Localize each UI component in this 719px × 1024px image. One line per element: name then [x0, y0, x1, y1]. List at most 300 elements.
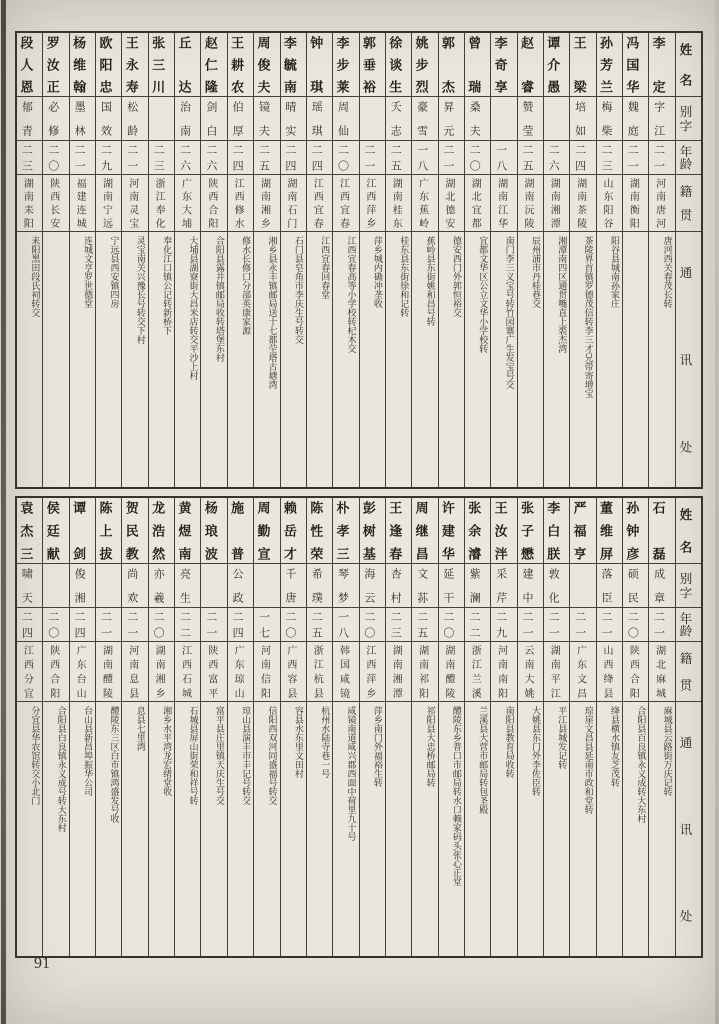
entry-column: [332, 33, 358, 487]
entry-zi: 必修: [43, 97, 68, 141]
entry-native: 河南唐河: [649, 175, 674, 232]
entry-zi: 魏庭: [623, 97, 648, 141]
scan-edge-shadow-left: [1, 0, 6, 1024]
entry-name: 段人恩: [17, 33, 42, 97]
scan-edge-shadow-right: [715, 0, 719, 1024]
entry-column: [464, 498, 490, 956]
entry-contact: 德安西门外郭恒裕交: [451, 236, 462, 317]
entry-contact: [43, 232, 68, 487]
entry-age: 二〇: [360, 608, 385, 642]
entry-name: 孙芳兰: [597, 33, 622, 97]
entry-age: 二〇: [149, 608, 174, 642]
entry-column: [121, 498, 147, 956]
entry-native: 陕西富平: [201, 642, 226, 702]
entry-native: 江西宜春: [307, 175, 332, 232]
entry-native: 江西宜春: [333, 175, 358, 232]
entry-name: 郭杰: [439, 33, 464, 97]
entry-contact: 石城县屏山街荣和祥号转: [188, 706, 199, 805]
entry-age: 二〇: [439, 608, 464, 642]
entry-age: 二二: [175, 608, 200, 642]
entry-native: 江西石城: [175, 642, 200, 702]
entry-contact: 湘潭南四区通贯嘴直上裘杰湾: [557, 236, 568, 353]
entry-name: 李白朕: [544, 498, 569, 564]
entry-name: 彭树基: [360, 498, 385, 564]
entry-zi: [544, 97, 569, 141]
entry-age: 二三: [17, 141, 42, 175]
entry-name: 赵睿: [518, 33, 543, 97]
entry-native: 湖南石门: [281, 175, 306, 232]
entry-column: [648, 33, 674, 487]
entry-native: 湖南湘潭: [386, 642, 411, 702]
entry-native: 山东阳谷: [597, 175, 622, 232]
entry-native: 山西绛县: [597, 642, 622, 702]
entry-zi: 亮生: [175, 564, 200, 608]
entry-name: 张余濬: [465, 498, 490, 564]
entry-contact: 分宜县华农馆转交小北门: [30, 706, 41, 805]
entry-column: [253, 498, 279, 956]
roster-table-top: [15, 31, 703, 489]
entry-contact: 琼山县演丰市丰记号转交: [241, 706, 252, 805]
entry-name: 杨琅波: [201, 498, 226, 564]
entry-name: 王汝泮: [491, 498, 516, 564]
entry-column: [306, 498, 332, 956]
entry-age: 二一: [570, 608, 595, 642]
entry-age: 二四: [307, 141, 332, 175]
entry-name: 陈上拔: [96, 498, 121, 564]
entry-column: [69, 498, 95, 956]
entry-column: [359, 33, 385, 487]
roster-table-bottom: [15, 496, 703, 958]
entry-zi: 啸天: [17, 564, 42, 608]
entry-name: 李奇享: [491, 33, 516, 97]
entry-age: 二一: [201, 608, 226, 642]
entry-age: 二一: [623, 141, 648, 175]
entry-contact: 信阳西双河同盛福号转交: [267, 706, 278, 805]
entry-name: 曾瑞: [465, 33, 490, 97]
entry-zi: 桑夫: [465, 97, 490, 141]
header-column: [675, 498, 701, 956]
entry-name: 王永寿: [122, 33, 147, 97]
entry-column: [596, 498, 622, 956]
entry-age: 二四: [281, 141, 306, 175]
entry-name: 张子懋: [518, 498, 543, 564]
entry-name: 石磊: [649, 498, 674, 564]
entry-age: 二一: [439, 141, 464, 175]
entry-contact: 萍乡城内确冲垄收: [372, 236, 383, 308]
entry-age: 二五: [518, 141, 543, 175]
entry-column: [622, 498, 648, 956]
entry-zi: 采芹: [491, 564, 516, 608]
entry-zi: [43, 564, 68, 608]
entry-age: 二九: [491, 608, 516, 642]
entry-age: 二一: [70, 141, 95, 175]
entry-name: 李毓南: [281, 33, 306, 97]
entry-name: 张三川: [149, 33, 174, 97]
entry-native: 浙江杭县: [307, 642, 332, 702]
entry-column: [490, 498, 516, 956]
entry-zi: 延干: [439, 564, 464, 608]
entry-name: 王耕农: [228, 33, 253, 97]
entry-age: 二四: [570, 141, 595, 175]
entry-column: [42, 498, 68, 956]
entry-age: 二一: [122, 608, 147, 642]
entry-column: [148, 33, 174, 487]
entry-zi: 琴梦: [333, 564, 358, 608]
entry-name: 侯廷献: [43, 498, 68, 564]
entry-native: 湖南祁阳: [412, 642, 437, 702]
entry-contact: 湘乡水平湾龙宏绪堂收: [162, 706, 173, 796]
entry-age: 二六: [544, 141, 569, 175]
entry-name: 徐谈生: [386, 33, 411, 97]
entry-native: 湖南湘乡: [254, 175, 279, 232]
entry-native: 湖南湘潭: [544, 175, 569, 232]
entry-column: [569, 498, 595, 956]
entry-column: [385, 33, 411, 487]
entry-name: 孙钟彦: [623, 498, 648, 564]
entry-native: 河南南阳: [491, 642, 516, 702]
entry-age: 二四: [228, 141, 253, 175]
entry-native: 广东文昌: [570, 642, 595, 702]
entry-age: 二五: [254, 141, 279, 175]
entry-native: 江西分宜: [17, 642, 42, 702]
entry-zi: 昇元: [439, 97, 464, 141]
entry-contact: [623, 232, 648, 487]
entry-column: [359, 498, 385, 956]
entry-contact: 醴陵东三区白市镇鸿盛发号收: [109, 706, 120, 823]
entry-age: 二四: [17, 608, 42, 642]
entry-age: 二一: [597, 608, 622, 642]
entry-age: 二〇: [43, 608, 68, 642]
entry-contact: 台山县新昌埠振华公司: [83, 706, 94, 796]
entry-native: 湖北宜都: [465, 175, 490, 232]
entry-zi: [360, 97, 385, 141]
entry-zi: [254, 564, 279, 608]
entry-native: 湖南湘乡: [149, 642, 174, 702]
entry-contact: 江西宜春高等小学校转杞木交: [346, 236, 357, 353]
entry-name: 周勤宣: [254, 498, 279, 564]
entry-native: 陕西合阳: [201, 175, 226, 232]
entry-age: 二一: [649, 141, 674, 175]
entry-contact: 连城文亨罗世德堂: [83, 236, 94, 308]
entry-name: 姚步烈: [412, 33, 437, 97]
entry-zi: 豪雪: [412, 97, 437, 141]
entry-column: [95, 498, 121, 956]
entry-age: 二四: [70, 608, 95, 642]
entry-contact: 杭州水陆寺巷一号: [320, 706, 331, 778]
entry-native: 湖南茶陵: [570, 175, 595, 232]
entry-age: 二一: [518, 608, 543, 642]
entry-age: 二五: [386, 141, 411, 175]
entry-age: 二九: [96, 141, 121, 175]
entry-age: 二四: [228, 608, 253, 642]
entry-zi: 敦化: [544, 564, 569, 608]
entry-name: 钟琪: [307, 33, 332, 97]
entry-contact: 蕉岭县东街姚和昌号转: [425, 236, 436, 326]
entry-age: 二一: [360, 141, 385, 175]
entry-name: 赵仁隆: [201, 33, 226, 97]
entry-contact: 宜都文华区公立文华小学校转: [478, 236, 489, 353]
entry-native: 陕西长安: [43, 175, 68, 232]
entry-age: 一八: [491, 141, 516, 175]
entry-zi: 落臣: [597, 564, 622, 608]
entry-zi: 硕民: [623, 564, 648, 608]
entry-age: 二一: [122, 141, 147, 175]
entry-zi: 俊湘: [70, 564, 95, 608]
entry-name: 欧阳忠: [96, 33, 121, 97]
entry-name: 贺民教: [122, 498, 147, 564]
entry-zi: 文荪: [412, 564, 437, 608]
entry-age: 二三: [386, 608, 411, 642]
entry-column: [253, 33, 279, 487]
entry-contact: 平江县城发记转: [557, 706, 568, 769]
entry-zi: 公政: [228, 564, 253, 608]
entry-native: 河南息县: [122, 642, 147, 702]
page-number: 91: [34, 955, 50, 972]
entry-contact: 绛县横水镇友芝茂转: [609, 706, 620, 787]
entry-native: 韩国咸镜: [333, 642, 358, 702]
entry-zi: 墨林: [70, 97, 95, 141]
entry-contact: 合阳县露井镇邮局收转塔堡东村: [214, 236, 225, 362]
entry-native: 河南信阳: [254, 642, 279, 702]
entry-column: [200, 33, 226, 487]
entry-contact: 息县七里湾: [135, 706, 146, 751]
entry-age: 二〇: [465, 141, 490, 175]
entry-column: [174, 33, 200, 487]
entry-native: 湖南江华: [491, 175, 516, 232]
entry-native: 湖南醴陵: [439, 642, 464, 702]
entry-column: [280, 498, 306, 956]
entry-name: 谭剑: [70, 498, 95, 564]
entry-zi: 夭志: [386, 97, 411, 141]
entry-zi: 字江: [649, 97, 674, 141]
entry-age: 二一: [96, 608, 121, 642]
entry-column: [543, 498, 569, 956]
entry-zi: 海云: [360, 564, 385, 608]
header-age-label: 年龄: [676, 141, 701, 175]
entry-contact: 大姚县东门外李佐臣转: [530, 706, 541, 796]
entry-column: [306, 33, 332, 487]
entry-age: 二五: [412, 608, 437, 642]
entry-native: 河南灵宝: [122, 175, 147, 232]
entry-zi: 亦羲: [149, 564, 174, 608]
entry-contact: 咸镜南道咸兴郡西面中荷里九十号: [346, 706, 357, 841]
entry-column: [517, 33, 543, 487]
entry-contact: 容县水东里文田村: [293, 706, 304, 778]
entry-age: 二〇: [43, 141, 68, 175]
entry-contact: 祁阳县大忠桥邮局转: [425, 706, 436, 787]
entry-contact: 大埔县湖寮街大昌米店转交平沙上村: [188, 236, 199, 380]
entry-name: 谭介愚: [544, 33, 569, 97]
entry-contact: 桂东县东街徐和记转: [399, 236, 410, 317]
entry-name: 赖岳才: [281, 498, 306, 564]
entry-native: 湖南沅陵: [518, 175, 543, 232]
entry-native: 云南大姚: [518, 642, 543, 702]
entry-zi: 瑶琪: [307, 97, 332, 141]
entry-contact: 奉化江口镇公记转新桥下: [162, 236, 173, 335]
entry-native: 湖南宁远: [96, 175, 121, 232]
entry-column: [569, 33, 595, 487]
entry-name: 李步莱: [333, 33, 358, 97]
entry-age: 二六: [175, 141, 200, 175]
entry-contact: [386, 702, 411, 956]
entry-contact: 石门县皂角市李庆生号转交: [293, 236, 304, 344]
entry-contact: 兰溪县大营市邮局转包圣殿: [478, 706, 489, 814]
entry-native: 湖北麻城: [649, 642, 674, 702]
entry-contact: 南门李三义宝号转竹园寨广生发宝号交: [504, 236, 515, 389]
entry-column: [411, 498, 437, 956]
entry-contact: 醴陵东乡普口市邮局转水口赖家码头张心正堂: [451, 706, 462, 886]
entry-contact: 合阳县白良镇永义成号转大东村: [56, 706, 67, 832]
entry-column: [517, 498, 543, 956]
entry-column: [200, 498, 226, 956]
entry-zi: 建中: [518, 564, 543, 608]
entry-contact: 萍乡南门外福裕生转: [372, 706, 383, 787]
entry-column: [648, 498, 674, 956]
entry-name: 董维屏: [597, 498, 622, 564]
entry-native: 江西修水: [228, 175, 253, 232]
entry-name: 严福亨: [570, 498, 595, 564]
header-age-label: 年龄: [676, 608, 701, 642]
entry-column: [543, 33, 569, 487]
entry-column: [622, 33, 648, 487]
entry-column: [438, 33, 464, 487]
entry-contact: 江西宜春回春堂: [320, 236, 331, 299]
entry-name: 龙浩然: [149, 498, 174, 564]
entry-native: 广西容县: [281, 642, 306, 702]
entry-native: 江西萍乡: [360, 175, 385, 232]
entry-name: 郭垂裕: [360, 33, 385, 97]
entry-native: 湖南醴陵: [96, 642, 121, 702]
entry-native: 广东琼山: [228, 642, 253, 702]
entry-zi: 紫澜: [465, 564, 490, 608]
entry-name: 冯国华: [623, 33, 648, 97]
entry-native: 广东台山: [70, 642, 95, 702]
header-zi-label: 别字: [676, 97, 701, 141]
entry-column: [42, 33, 68, 487]
entry-column: [596, 33, 622, 487]
entry-age: 二一: [649, 608, 674, 642]
entry-column: [490, 33, 516, 487]
entry-name: 许建华: [439, 498, 464, 564]
entry-contact: 阳谷县城南孙家庄: [609, 236, 620, 308]
entry-name: 黄煜南: [175, 498, 200, 564]
entry-zi: 千唐: [281, 564, 306, 608]
entry-contact: 琼崖文昌县延南市政和堂转: [583, 706, 594, 814]
entry-contact: 南阳县教育局收转: [504, 706, 515, 778]
entry-column: [280, 33, 306, 487]
entry-name: 周继昌: [412, 498, 437, 564]
entry-name: 罗汝正: [43, 33, 68, 97]
entry-age: 二〇: [281, 608, 306, 642]
entry-native: 浙江奉化: [149, 175, 174, 232]
header-native-label: 籍贯: [676, 642, 701, 702]
entry-column: [464, 33, 490, 487]
entry-column: [227, 33, 253, 487]
entry-zi: 希璞: [307, 564, 332, 608]
entry-native: 湖南耒阳: [17, 175, 42, 232]
entry-native: 陕西合阳: [623, 642, 648, 702]
entry-age: 二二: [465, 608, 490, 642]
entry-native: 广东大埔: [175, 175, 200, 232]
entry-native: 湖南桂东: [386, 175, 411, 232]
entry-column: [17, 33, 42, 487]
entry-age: 一八: [333, 608, 358, 642]
entry-column: [148, 498, 174, 956]
entry-age: 二〇: [623, 608, 648, 642]
entry-contact: 辰州浦市丹桂巷交: [530, 236, 541, 308]
entry-column: [385, 498, 411, 956]
entry-zi: 伯厚: [228, 97, 253, 141]
entry-zi: 杏村: [386, 564, 411, 608]
entry-zi: 镜夫: [254, 97, 279, 141]
entry-age: 二一: [544, 608, 569, 642]
entry-zi: [491, 97, 516, 141]
entry-column: [332, 498, 358, 956]
entry-name: 袁杰三: [17, 498, 42, 564]
entry-native: 浙江兰溪: [465, 642, 490, 702]
entry-column: [227, 498, 253, 956]
entry-age: 一七: [254, 608, 279, 642]
entry-zi: 尚欢: [122, 564, 147, 608]
entry-name: 王梁: [570, 33, 595, 97]
header-column: [675, 33, 701, 487]
entry-native: 湖南衡阳: [623, 175, 648, 232]
entry-native: 江西萍乡: [360, 642, 385, 702]
entry-zi: [570, 564, 595, 608]
entry-zi: 郁青: [17, 97, 42, 141]
entry-name: 丘达: [175, 33, 200, 97]
entry-contact: 湘乡县永丰镇邮局送十七都茔塔古塘湾: [267, 236, 278, 389]
entry-age: 二三: [597, 141, 622, 175]
entry-name: 李定: [649, 33, 674, 97]
entry-native: 陕西合阳: [43, 642, 68, 702]
entry-column: [121, 33, 147, 487]
entry-zi: 周仙: [333, 97, 358, 141]
entry-zi: 赞莹: [518, 97, 543, 141]
entry-zi: 国效: [96, 97, 121, 141]
header-name-label: 姓名: [676, 498, 701, 564]
entry-name: 朴孝三: [333, 498, 358, 564]
entry-name: 杨维翰: [70, 33, 95, 97]
header-zi-label: 别字: [676, 564, 701, 608]
entry-name: 施普: [228, 498, 253, 564]
header-native-label: 籍贯: [676, 175, 701, 232]
entry-zi: 松龄: [122, 97, 147, 141]
entry-name: 王逢春: [386, 498, 411, 564]
header-contact-label: 通讯处: [678, 266, 692, 453]
entry-age: 一八: [412, 141, 437, 175]
entry-zi: [149, 97, 174, 141]
entry-contact: 富平县庄里镇天庆生号交: [214, 706, 225, 805]
entry-age: 二〇: [333, 141, 358, 175]
entry-name: 周俊夫: [254, 33, 279, 97]
entry-column: [174, 498, 200, 956]
entry-zi: [96, 564, 121, 608]
entry-column: [411, 33, 437, 487]
entry-contact: 修水长修口分部英康家源: [241, 236, 252, 335]
entry-contact: 合阳县百良镇永义成转大东村: [636, 706, 647, 823]
entry-native: 广东蕉岭: [412, 175, 437, 232]
entry-zi: 梅柴: [597, 97, 622, 141]
entry-zi: 治南: [175, 97, 200, 141]
entry-zi: 培如: [570, 97, 595, 141]
entry-contact: 灵宝南关兴豫长号转交下村: [135, 236, 146, 344]
header-name-label: 姓名: [676, 33, 701, 97]
entry-column: [69, 33, 95, 487]
entry-column: [438, 498, 464, 956]
entry-contact: 麻城县云路街万庆记转: [662, 706, 673, 796]
entry-age: 二五: [307, 608, 332, 642]
